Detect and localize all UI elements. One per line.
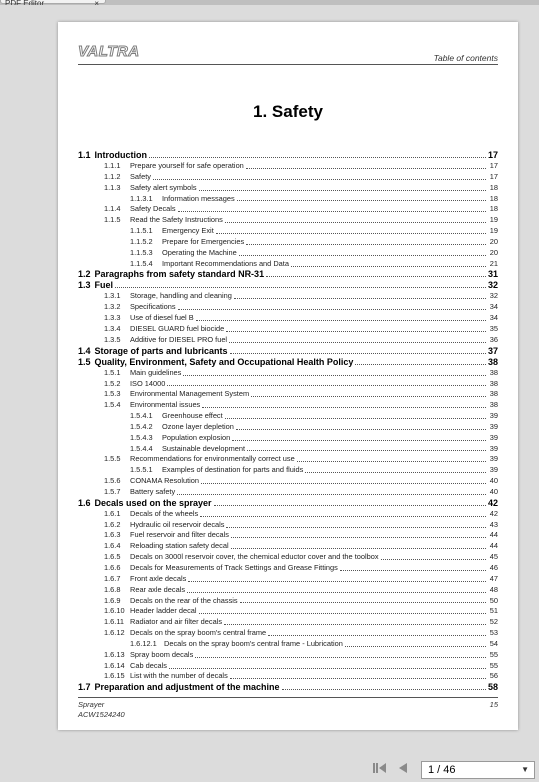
toc-entry-number: 1.3.5	[104, 334, 121, 344]
toc-entry-page: 38	[489, 378, 498, 388]
toc-entry[interactable]	[78, 650, 498, 661]
toc-entry-page: 39	[489, 432, 498, 442]
toc-entry-page: 32	[489, 291, 498, 301]
toc-entry-title: Safety alert symbols	[130, 182, 197, 192]
toc-dot-leader	[381, 559, 486, 560]
toc-entry-title: Paragraphs from safety standard NR-31	[94, 269, 265, 280]
toc-dot-leader	[291, 266, 486, 267]
toc-entry-title: Population explosion	[162, 432, 231, 442]
toc-entry-number: 1.4	[78, 345, 91, 356]
toc-entry-title: Quality, Environment, Safety and Occupational Health Policy	[94, 356, 354, 367]
toc-entry-page: 34	[489, 313, 498, 323]
toc-entry-number: 1.1.4	[104, 204, 121, 214]
toc-dot-leader	[246, 244, 486, 245]
toc-entry-title: Header ladder decal	[130, 606, 197, 616]
toc-entry[interactable]	[78, 411, 498, 422]
toc-entry-title: Decals on the spray boom's central frame - Lubrication	[164, 638, 343, 648]
valtra-logo: VALTRA	[78, 43, 140, 60]
toc-entry-page: 20	[489, 236, 498, 246]
toc-dot-leader	[305, 472, 486, 473]
toc-entry[interactable]	[78, 204, 498, 215]
toc-entry-title: Storage of parts and lubricants	[94, 345, 228, 356]
toc-dot-leader	[188, 581, 486, 582]
toc-entry[interactable]	[78, 552, 498, 563]
toc-entry-number: 1.1.5.4	[130, 258, 153, 268]
toc-entry[interactable]	[78, 324, 498, 335]
toc-entry-page: 39	[489, 411, 498, 421]
toc-entry[interactable]	[78, 335, 498, 346]
toc-entry[interactable]	[78, 183, 498, 194]
toc-entry-number: 1.6.3	[104, 530, 121, 540]
toc-dot-leader	[216, 233, 486, 234]
toc-entry-page: 38	[489, 400, 498, 410]
toc-entry-page: 51	[489, 606, 498, 616]
toc-entry-page: 58	[487, 682, 498, 693]
toc-entry[interactable]	[78, 498, 498, 509]
toc-entry-page: 39	[489, 454, 498, 464]
toc-entry-page: 43	[489, 519, 498, 529]
toc-entry-number: 1.6.14	[104, 660, 125, 670]
toc-entry-title: Important Recommendations and Data	[162, 258, 289, 268]
toc-entry-page: 55	[489, 649, 498, 659]
toc-entry-page: 32	[487, 280, 498, 291]
toc-entry-title: Front axle decals	[130, 573, 187, 583]
toc-entry[interactable]	[78, 237, 498, 248]
toc-entry-title: Fuel reservoir and filter decals	[130, 530, 229, 540]
toc-entry-title: Prepare yourself for safe operation	[130, 161, 244, 170]
toc-entry-page: 19	[489, 226, 498, 236]
toc-entry-number: 1.1.1	[104, 161, 121, 170]
toc-entry[interactable]	[78, 476, 498, 487]
toc-dot-leader	[178, 309, 486, 310]
toc-entry[interactable]	[78, 215, 498, 226]
toc-entry-title: Decals of the wheels	[130, 508, 199, 518]
toc-entry[interactable]	[78, 596, 498, 607]
toc-entry-page: 47	[489, 573, 498, 583]
toc-entry-title: Environmental Management System	[130, 389, 250, 399]
toc-entry-number: 1.5.2	[104, 378, 121, 388]
toc-entry-title: Ozone layer depletion	[162, 421, 234, 431]
toc-entry-number: 1.3.2	[104, 302, 121, 312]
toc-entry-number: 1.3.1	[104, 291, 121, 301]
document-tab-label: PDF Editor	[5, 0, 45, 5]
toc-dot-leader	[201, 483, 486, 484]
toc-entry-number: 1.1.2	[104, 171, 121, 181]
toc-entry[interactable]	[78, 368, 498, 379]
toc-entry-title: Radiator and air filter decals	[130, 617, 223, 627]
toc-entry[interactable]	[78, 520, 498, 531]
toc-entry-page: 31	[487, 269, 498, 280]
toc-entry-title: Sustainable development	[162, 443, 245, 453]
toc-dot-leader	[230, 678, 486, 679]
toc-dot-leader	[200, 516, 486, 517]
toc-dot-leader	[153, 179, 486, 180]
toc-entry-page: 48	[489, 584, 498, 594]
toc-dot-leader	[236, 429, 486, 430]
toc-entry-title: Storage, handling and cleaning	[130, 291, 232, 301]
toc-entry-title: Additive for DIESEL PRO fuel	[130, 334, 228, 344]
viewer-toolbar	[0, 752, 539, 782]
toc-entry-number: 1.1.3.1	[130, 193, 153, 203]
toc-entry-title: Decals on 3000l reservoir cover, the chemical eductor cover and the toolbox	[130, 552, 379, 562]
toc-dot-leader	[225, 222, 486, 223]
toc-entry-number: 1.1.3	[104, 182, 121, 192]
toc-entry-title: Examples of destination for parts and fluids	[162, 465, 304, 475]
toc-entry-title: Safety	[130, 171, 151, 181]
toc-entry-page: 38	[487, 356, 498, 367]
toc-entry[interactable]	[78, 585, 498, 596]
footer-product-info	[78, 700, 125, 720]
toc-dot-leader	[229, 342, 486, 343]
toc-entry[interactable]	[78, 606, 498, 617]
toc-entry-page: 21	[489, 258, 498, 268]
toc-dot-leader	[225, 418, 486, 419]
toc-entry-title: Main guidelines	[130, 367, 182, 377]
toc-entry-page: 17	[487, 150, 498, 160]
toc-entry-title: Decals on the spray boom's central frame	[130, 628, 267, 638]
toc-entry[interactable]	[78, 400, 498, 411]
toc-entry-title: CONAMA Resolution	[130, 476, 200, 486]
toc-entry-title: Decals on the rear of the chassis	[130, 595, 238, 605]
toc-entry-page: 38	[489, 389, 498, 399]
toc-dot-leader	[239, 255, 486, 256]
toc-dot-leader	[202, 407, 486, 408]
toc-entry-title: Hydraulic oil reservoir decals	[130, 519, 225, 529]
toc-entry-number: 1.6.5	[104, 552, 121, 562]
toc-entry[interactable]	[78, 509, 498, 520]
toc-entry[interactable]	[78, 161, 498, 172]
toc-entry[interactable]	[78, 226, 498, 237]
toc-entry-number: 1.3.3	[104, 313, 121, 323]
toc-entry-page: 17	[489, 171, 498, 181]
toc-entry-number: 1.5.3	[104, 389, 121, 399]
toc-entry[interactable]	[78, 194, 498, 205]
toc-entry-number: 1.5.4	[104, 400, 121, 410]
toc-entry[interactable]	[78, 313, 498, 324]
toc-entry-title: Decals used on the sprayer	[94, 497, 212, 508]
toc-dot-leader	[282, 689, 486, 690]
toc-entry-title: Specifications	[130, 302, 176, 312]
toc-entry-number: 1.6.15	[104, 671, 125, 681]
toc-dot-leader	[214, 505, 486, 506]
toc-entry-number: 1.6.12.1	[130, 638, 157, 648]
toc-entry-number: 1.5.5	[104, 454, 121, 464]
toc-entry-number: 1.6.4	[104, 541, 121, 551]
toc-entry-number: 1.5.4.2	[130, 421, 153, 431]
toc-entry-page: 39	[489, 443, 498, 453]
toc-entry-title: ISO 14000	[130, 378, 166, 388]
toc-entry-number: 1.6	[78, 497, 91, 508]
toc-entry-title: Use of diesel fuel B	[130, 313, 194, 323]
toc-entry-page: 36	[489, 334, 498, 344]
footer-code: ACW1524240	[78, 710, 125, 719]
toc-entry[interactable]	[78, 671, 498, 682]
toc-entry-number: 1.6.8	[104, 584, 121, 594]
toc-dot-leader	[226, 331, 486, 332]
toc-entry-number: 1.5.6	[104, 476, 121, 486]
toc-entry[interactable]	[78, 639, 498, 650]
toc-entry-page: 55	[489, 660, 498, 670]
toc-entry-title: Spray boom decals	[130, 649, 194, 659]
toc-dot-leader	[231, 537, 486, 538]
toc-entry[interactable]	[78, 346, 498, 357]
footer-product: Sprayer	[78, 700, 105, 709]
toc-entry-number: 1.6.11	[104, 617, 124, 627]
toc-entry-page: 18	[489, 193, 498, 203]
toc-entry-title: Cab decals	[130, 660, 167, 670]
toc-entry[interactable]	[78, 280, 498, 291]
toc-entry-number: 1.6.13	[104, 649, 125, 659]
toc-entry-title: Reloading station safety decal	[130, 541, 229, 551]
toc-entry[interactable]	[78, 574, 498, 585]
toc-entry-title: Prepare for Emergencies	[162, 236, 245, 246]
toc-dot-leader	[297, 461, 486, 462]
toc-entry[interactable]	[78, 302, 498, 313]
toc-entry-title: Read the Safety Instructions	[130, 215, 223, 225]
toc-entry[interactable]	[78, 530, 498, 541]
toc-entry[interactable]	[78, 269, 498, 280]
close-icon[interactable]: ×	[94, 0, 99, 5]
toc-dot-leader	[187, 592, 486, 593]
toc-entry[interactable]	[78, 454, 498, 465]
toc-dot-leader	[183, 375, 486, 376]
toc-entry-page: 34	[489, 302, 498, 312]
toc-entry-number: 1.7	[78, 682, 91, 693]
header-divider	[78, 64, 498, 65]
toc-entry-number: 1.5.1	[104, 367, 121, 377]
toc-entry[interactable]	[78, 541, 498, 552]
toc-entry-number: 1.6.7	[104, 573, 121, 583]
toc-entry-title: List with the number of decals	[130, 671, 228, 681]
toc-entry[interactable]	[78, 628, 498, 639]
toc-entry[interactable]	[78, 379, 498, 390]
toc-entry-page: 37	[487, 345, 498, 356]
toc-entry-number: 1.5.4.1	[130, 411, 153, 421]
toc-entry-number: 1.1.5.3	[130, 247, 153, 257]
toc-entry-title: Operating the Machine	[162, 247, 237, 257]
table-of-contents	[78, 150, 498, 693]
running-header: Table of contents	[433, 53, 498, 63]
toc-entry-page: 46	[489, 563, 498, 572]
toc-entry-page: 38	[489, 367, 498, 377]
toc-dot-leader	[355, 364, 486, 365]
toc-dot-leader	[226, 527, 486, 528]
toc-entry-title: Recommendations for environmentally correct use	[130, 454, 295, 464]
toc-entry-page: 19	[489, 215, 498, 225]
toc-dot-leader	[167, 385, 486, 386]
toc-entry-number: 1.6.2	[104, 519, 121, 529]
toc-entry[interactable]	[78, 389, 498, 400]
toc-entry-page: 45	[489, 552, 498, 562]
pdf-page	[58, 22, 518, 730]
toc-entry-page: 40	[489, 486, 498, 496]
toc-entry-page: 35	[489, 323, 498, 333]
chapter-title: 1. Safety	[253, 102, 323, 121]
toc-entry-page: 18	[489, 204, 498, 214]
toc-entry[interactable]	[78, 291, 498, 302]
skip-back-icon[interactable]	[373, 762, 387, 777]
document-tab[interactable]	[0, 0, 106, 4]
toc-dot-leader	[232, 440, 486, 441]
toc-entry-page: 52	[489, 617, 498, 627]
toc-entry-number: 1.3	[78, 280, 91, 291]
toc-dot-leader	[234, 298, 486, 299]
toc-entry-title: Battery safety	[130, 486, 176, 496]
toc-dot-leader	[230, 353, 486, 354]
toc-dot-leader	[177, 494, 486, 495]
toc-entry-page: 53	[489, 628, 498, 638]
page-indicator: 1 / 46	[428, 764, 456, 776]
toc-entry[interactable]	[78, 487, 498, 498]
toc-entry[interactable]	[78, 465, 498, 476]
toc-entry[interactable]	[78, 563, 498, 574]
toc-entry-page: 18	[489, 182, 498, 192]
toc-entry-page: 39	[489, 421, 498, 431]
page-number-select[interactable]	[421, 761, 535, 779]
toc-entry-number: 1.5.7	[104, 486, 121, 496]
toc-entry-page: 44	[489, 541, 498, 551]
toc-dot-leader	[237, 200, 486, 201]
toc-entry[interactable]	[78, 248, 498, 259]
toc-entry-page: 56	[489, 671, 498, 681]
toc-dot-leader	[149, 157, 486, 158]
toc-entry-page: 44	[489, 530, 498, 540]
toc-entry-title: DIESEL GUARD fuel biocide	[130, 323, 225, 333]
toc-entry-title: Fuel	[94, 280, 114, 291]
toc-entry-number: 1.1.5	[104, 215, 121, 225]
toc-entry-number: 1.1.5.2	[130, 236, 153, 246]
toc-entry[interactable]	[78, 357, 498, 368]
toc-entry-title: Decals for Measurements of Track Settings and Grease Fittings	[130, 563, 338, 572]
toc-entry-title: Rear axle decals	[130, 584, 186, 594]
toc-entry-number: 1.5	[78, 356, 91, 367]
toc-entry[interactable]	[78, 150, 498, 161]
toc-dot-leader	[199, 613, 486, 614]
toc-entry-number: 1.5.4.3	[130, 432, 153, 442]
toc-entry-number: 1.6.12	[104, 628, 125, 638]
toc-entry-title: Safety Decals	[130, 204, 176, 214]
toc-entry-page: 42	[487, 497, 498, 508]
chevron-down-icon[interactable]: ▼	[521, 765, 529, 774]
toc-entry-number: 1.2	[78, 269, 91, 280]
toc-entry-page: 54	[489, 638, 498, 648]
toc-dot-leader	[240, 602, 486, 603]
toc-dot-leader	[196, 320, 486, 321]
toc-entry-title: Environmental issues	[130, 400, 201, 410]
toc-entry-number: 1.5.5.1	[130, 465, 153, 475]
toc-entry-title: Emergency Exit	[162, 226, 214, 236]
toc-dot-leader	[251, 396, 486, 397]
toc-dot-leader	[231, 548, 486, 549]
toc-entry-number: 1.6.10	[104, 606, 125, 616]
toc-dot-leader	[268, 635, 486, 636]
toc-entry-page: 42	[489, 508, 498, 518]
toc-entry-number: 1.6.6	[104, 563, 121, 572]
footer-page-number: 15	[489, 700, 498, 709]
toc-dot-leader	[345, 646, 486, 647]
toc-entry-page: 50	[489, 595, 498, 605]
toc-dot-leader	[169, 668, 486, 669]
toc-entry-title: Introduction	[94, 150, 148, 160]
footer-divider	[78, 697, 498, 698]
toc-dot-leader	[340, 570, 486, 571]
toc-entry[interactable]	[78, 172, 498, 183]
toc-entry-number: 1.1	[78, 150, 91, 160]
toc-entry-page: 17	[489, 161, 498, 170]
toc-dot-leader	[246, 168, 486, 169]
toc-entry-title: Greenhouse effect	[162, 411, 223, 421]
toc-dot-leader	[195, 657, 486, 658]
toc-dot-leader	[224, 624, 486, 625]
toc-dot-leader	[178, 211, 486, 212]
toc-entry[interactable]	[78, 617, 498, 628]
toc-dot-leader	[266, 276, 486, 277]
toc-entry-page: 39	[489, 465, 498, 475]
toc-entry-number: 1.3.4	[104, 323, 121, 333]
toc-dot-leader	[115, 287, 486, 288]
toc-entry[interactable]	[78, 259, 498, 270]
toc-dot-leader	[199, 190, 486, 191]
toc-entry-title: Preparation and adjustment of the machine	[94, 682, 280, 693]
toc-entry-number: 1.6.9	[104, 595, 121, 605]
viewer-tab-bar	[0, 0, 539, 5]
toc-entry[interactable]	[78, 433, 498, 444]
toc-entry[interactable]	[78, 444, 498, 455]
toc-entry-number: 1.1.5.1	[130, 226, 153, 236]
toc-entry-number: 1.6.1	[104, 508, 121, 518]
toc-entry[interactable]	[78, 661, 498, 672]
prev-page-icon[interactable]	[398, 762, 408, 777]
toc-entry-page: 20	[489, 247, 498, 257]
toc-entry-title: Information messages	[162, 193, 235, 203]
toc-entry-number: 1.5.4.4	[130, 443, 153, 453]
toc-dot-leader	[247, 450, 486, 451]
toc-entry[interactable]	[78, 422, 498, 433]
toc-entry[interactable]	[78, 682, 498, 693]
toc-entry-page: 40	[489, 476, 498, 486]
